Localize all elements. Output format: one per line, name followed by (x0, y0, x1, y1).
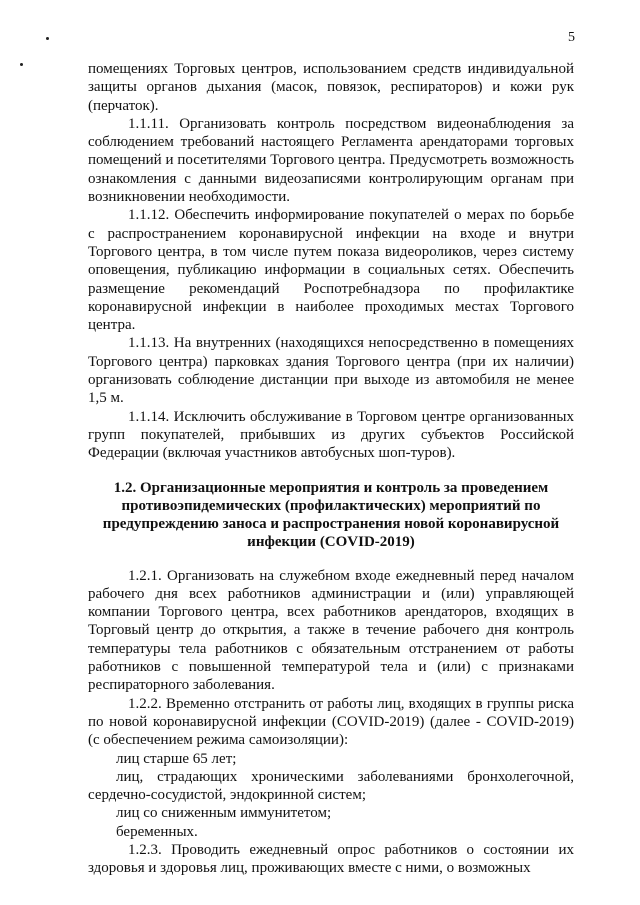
paragraph-1-1-12: 1.1.12. Обеспечить информирование покупателей о мерах по борьбе с распространением коронавирусной инфекции на входе и внутри Торгового центра, в том числе путем показа видеороликов, через систему оповещения, публикацию информации в социальных сетях. Обеспечить размещение рекомендаций Роспотребнадзора по профилактике коронавирусной инфекции в наиболее проходимых местах Торгового центра. (88, 207, 574, 334)
list-item-risk-group: лиц старше 65 лет; (116, 750, 237, 767)
document-body (88, 60, 574, 878)
scan-speck (20, 63, 23, 66)
paragraph-1-1-13: 1.1.13. На внутренних (находящихся непосредственно в помещениях Торгового центра) парковках здания Торгового центра (при их наличии) организовать соблюдение дистанции при выходе из автомобиля не менее 1,5 м. (88, 335, 574, 407)
section-heading-1-2: 1.2. Организационные мероприятия и контроль за проведением противоэпидемических (профилактических) мероприятий по предупреждению заноса и распространения новой коронавирусной инфекции (COVID-2019) (102, 479, 560, 550)
scan-speck (46, 37, 49, 40)
paragraph-1-2-3: 1.2.3. Проводить ежедневный опрос работников о состоянии их здоровья и здоровья лиц, проживающих вместе с ними, о возможных (88, 841, 574, 877)
list-item-risk-group: лиц, страдающих хроническими заболеваниями бронхолегочной, сердечно-сосудистой, эндокринной систем; (88, 768, 574, 804)
paragraph-1-2-1: 1.2.1. Организовать на служебном входе ежедневный перед началом рабочего дня всех работников администрации и (или) управляющей компании Торгового центра, всех работников арендаторов, входящих в Торговый центр до открытия, а также в течение рабочего дня контроль температуры тела работников с обязательным отстранением от работы работников с повышенной температурой тела и (или) с признаками респираторного заболевания. (88, 567, 574, 694)
paragraph-1-1-14: 1.1.14. Исключить обслуживание в Торговом центре организованных групп покупателей, прибывших из других субъектов Российской Федерации (включая участников автобусных шоп-туров). (88, 408, 574, 462)
page-number: 5 (568, 30, 575, 45)
paragraph-1-2-2: 1.2.2. Временно отстранить от работы лиц, входящих в группы риска по новой коронавирусной инфекции (COVID-2019) (далее - COVID-2019) (с обеспечением режима самоизоляции): (88, 695, 574, 749)
list-item-risk-group: лиц со сниженным иммунитетом; (116, 805, 332, 822)
list-item-risk-group: беременных. (116, 823, 198, 840)
paragraph-intro: помещениях Торговых центров, использованием средств индивидуальной защиты органов дыхания (масок, повязок, респираторов) и кожи рук (перчаток). (88, 61, 574, 114)
paragraph-1-1-11: 1.1.11. Организовать контроль посредством видеонаблюдения за соблюдением требований настоящего Регламента арендаторами торговых помещений и посетителями Торгового центра. Предусмотреть возможность ознакомления с данными видеозаписями контролирующим органам при возникновении необходимости. (88, 115, 574, 206)
